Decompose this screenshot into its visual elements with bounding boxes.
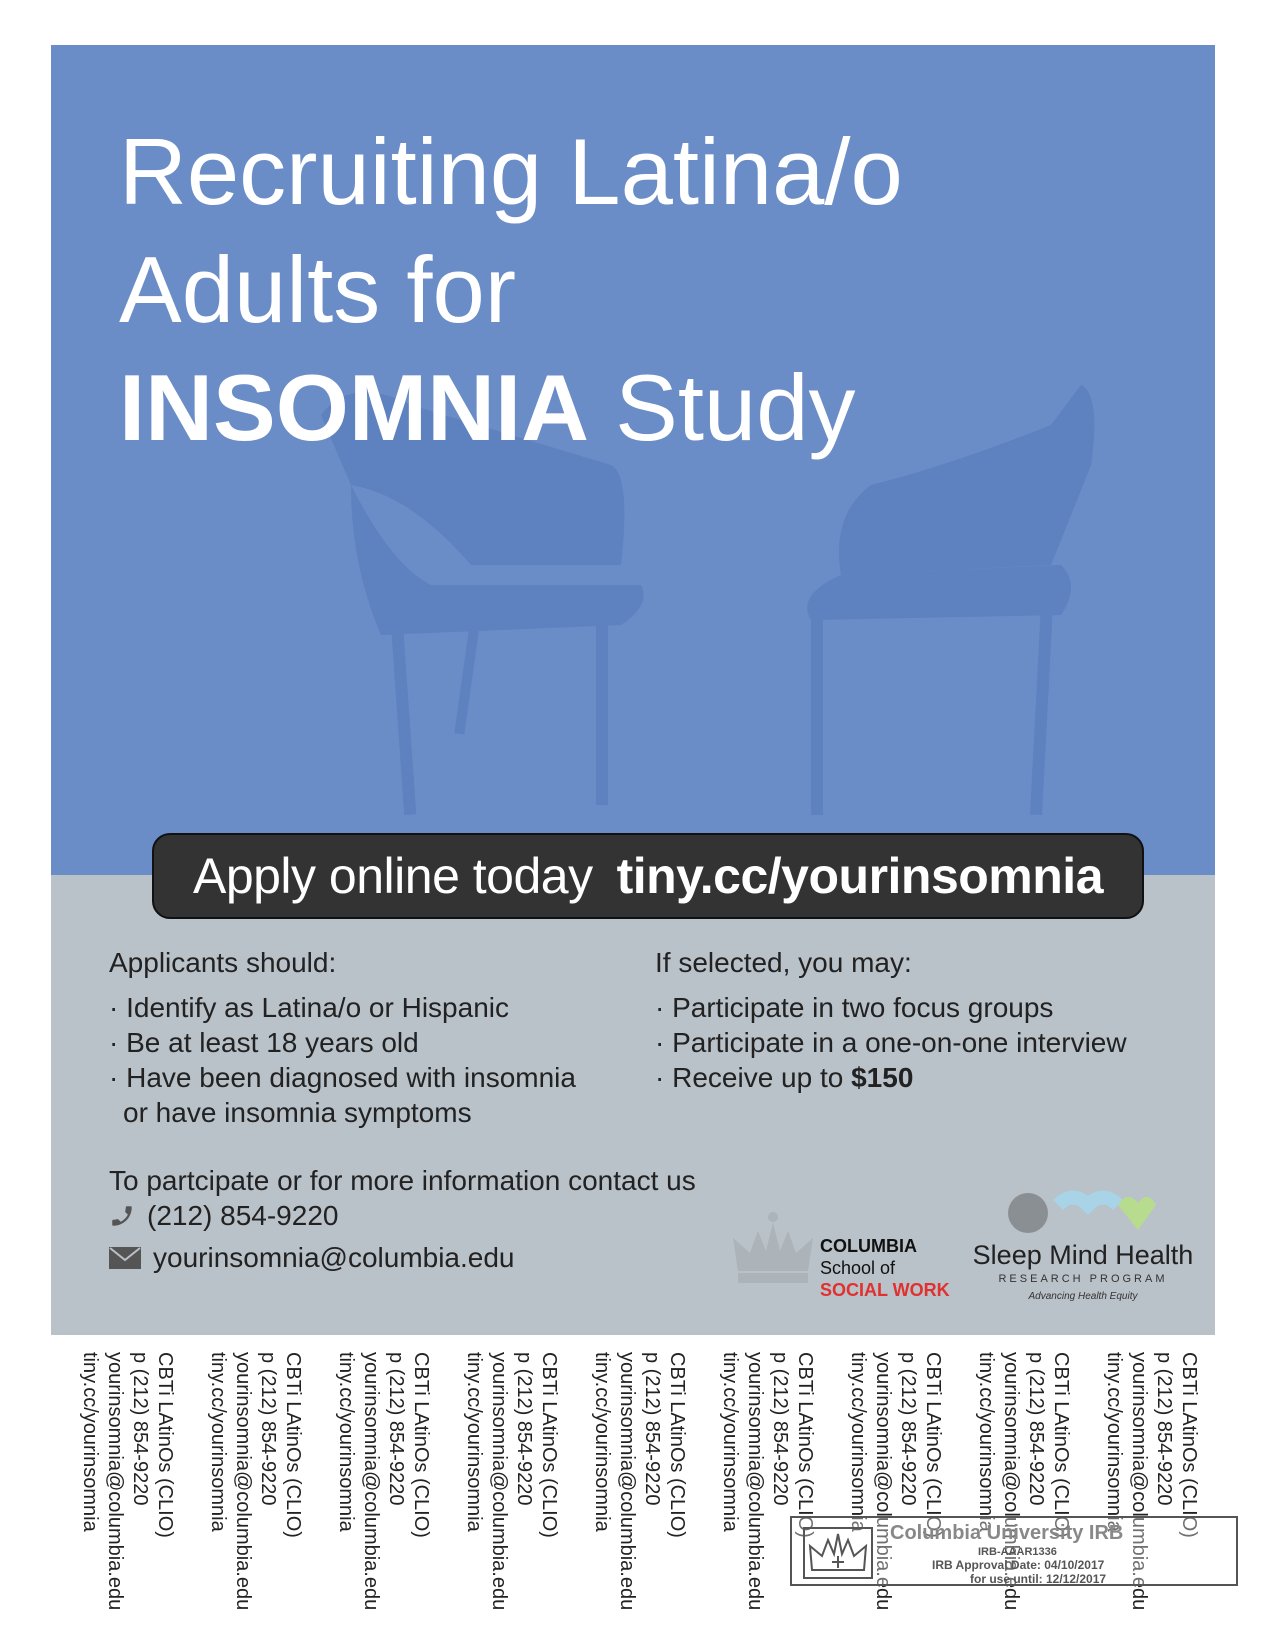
smh-name: Sleep Mind Health <box>972 1240 1194 1270</box>
tab-line-1: CBTi LAtinOs (CLIO) <box>794 1352 816 1538</box>
list-item: · Participate in a one-on-one interview <box>655 1025 1135 1060</box>
applicants-section <box>109 945 589 1130</box>
list-item: · Have been diagnosed with insomnia or have insomnia symptoms <box>109 1060 589 1130</box>
columbia-crown-stamp-icon <box>802 1526 874 1580</box>
tab-line-3: yourinsomnia@columbia.edu <box>104 1352 126 1611</box>
tear-off-tabs <box>51 1352 1215 1632</box>
tear-tab[interactable] <box>307 1352 433 1632</box>
tab-line-4: tiny.cc/yourinsomnia <box>79 1352 101 1532</box>
apply-label: Apply online today <box>192 848 593 904</box>
head-heart-icon <box>998 1185 1158 1240</box>
columbia-line2: School of <box>820 1258 896 1278</box>
columbia-line3: SOCIAL WORK <box>820 1280 950 1300</box>
tab-line-2: p (212) 854-9220 <box>513 1352 535 1506</box>
apply-banner <box>152 833 1144 919</box>
hero-banner <box>51 45 1215 875</box>
irb-protocol: IRB-AAAR1336 <box>978 1546 1057 1558</box>
irb-approval-date: IRB Approval Date: 04/10/2017 <box>932 1558 1105 1572</box>
tab-line-3: yourinsomnia@columbia.edu <box>360 1352 382 1611</box>
applicants-heading: Applicants should: <box>109 947 337 978</box>
tab-line-2: p (212) 854-9220 <box>641 1352 663 1506</box>
columbia-crown-logo <box>728 1203 818 1298</box>
contact-phone[interactable] <box>109 1200 338 1232</box>
tab-line-2: p (212) 854-9220 <box>1153 1352 1175 1506</box>
tab-line-2: p (212) 854-9220 <box>1025 1352 1047 1506</box>
tab-line-4: tiny.cc/yourinsomnia <box>335 1352 357 1532</box>
columbia-logo-text <box>820 1235 950 1301</box>
list-item: · Participate in two focus groups <box>655 990 1135 1025</box>
smh-tagline: Advancing Health Equity <box>1028 1291 1138 1302</box>
tear-tab[interactable] <box>435 1352 561 1632</box>
tab-line-4: tiny.cc/yourinsomnia <box>847 1352 869 1532</box>
tear-tab[interactable] <box>563 1352 689 1632</box>
tab-line-1: CBTi LAtinOs (CLIO) <box>410 1352 432 1538</box>
email-address: yourinsomnia@columbia.edu <box>153 1242 515 1273</box>
tab-line-3: yourinsomnia@columbia.edu <box>488 1352 510 1611</box>
irb-approval-stamp <box>790 1516 1238 1586</box>
tab-line-2: p (212) 854-9220 <box>385 1352 407 1506</box>
list-item <box>655 1060 1135 1095</box>
tear-tab[interactable] <box>947 1352 1073 1632</box>
tab-line-4: tiny.cc/yourinsomnia <box>591 1352 613 1532</box>
tab-line-3: yourinsomnia@columbia.edu <box>1128 1352 1150 1611</box>
tab-line-2: p (212) 854-9220 <box>129 1352 151 1506</box>
tab-line-4: tiny.cc/yourinsomnia <box>1103 1352 1125 1532</box>
title-line-3 <box>119 349 903 467</box>
columbia-line1: COLUMBIA <box>820 1236 917 1256</box>
tab-line-1: CBTi LAtinOs (CLIO) <box>538 1352 560 1538</box>
selected-heading: If selected, you may: <box>655 947 912 978</box>
tab-line-1: CBTi LAtinOs (CLIO) <box>1050 1352 1072 1538</box>
title-line-2: Adults for <box>119 237 517 342</box>
receive-prefix: Receive up to <box>672 1062 852 1093</box>
tab-line-3: yourinsomnia@columbia.edu <box>1000 1352 1022 1611</box>
tear-tab[interactable] <box>691 1352 817 1632</box>
tab-line-1: CBTi LAtinOs (CLIO) <box>282 1352 304 1538</box>
tab-line-4: tiny.cc/yourinsomnia <box>719 1352 741 1532</box>
envelope-icon <box>109 1247 141 1269</box>
tab-line-1: CBTi LAtinOs (CLIO) <box>666 1352 688 1538</box>
tab-line-2: p (212) 854-9220 <box>769 1352 791 1506</box>
tab-line-1: CBTi LAtinOs (CLIO) <box>154 1352 176 1538</box>
tab-line-3: yourinsomnia@columbia.edu <box>616 1352 638 1611</box>
title-line-1: Recruiting Latina/o <box>119 119 903 224</box>
contact-heading: To partcipate or for more information contact us <box>109 1165 696 1196</box>
phone-icon <box>109 1203 135 1229</box>
tab-line-1: CBTi LAtinOs (CLIO) <box>922 1352 944 1538</box>
smh-sub: RESEARCH PROGRAM <box>998 1273 1168 1285</box>
tear-tab[interactable] <box>51 1352 177 1632</box>
tab-line-4: tiny.cc/yourinsomnia <box>975 1352 997 1532</box>
list-item: · Be at least 18 years old <box>109 1025 589 1060</box>
contact-email[interactable] <box>109 1242 515 1274</box>
apply-url-link[interactable]: tiny.cc/yourinsomnia <box>616 848 1104 904</box>
tab-line-2: p (212) 854-9220 <box>257 1352 279 1506</box>
tear-tab[interactable] <box>1075 1352 1201 1632</box>
tab-line-2: p (212) 854-9220 <box>897 1352 919 1506</box>
tab-line-4: tiny.cc/yourinsomnia <box>463 1352 485 1532</box>
title-insomnia: INSOMNIA <box>119 355 589 460</box>
tab-line-1: CBTi LAtinOs (CLIO) <box>1178 1352 1200 1538</box>
sleep-mind-health-logo <box>958 1190 1208 1302</box>
title-study: Study <box>589 355 856 460</box>
tab-line-3: yourinsomnia@columbia.edu <box>744 1352 766 1611</box>
hero-title <box>119 113 903 467</box>
tear-tab[interactable] <box>179 1352 305 1632</box>
phone-number: (212) 854-9220 <box>147 1200 339 1231</box>
receive-amount: $150 <box>851 1062 914 1093</box>
irb-title: Columbia University IRB <box>890 1522 1124 1544</box>
selected-section <box>655 945 1135 1095</box>
tab-line-4: tiny.cc/yourinsomnia <box>207 1352 229 1532</box>
list-item: · Identify as Latina/o or Hispanic <box>109 990 589 1025</box>
tear-tab[interactable] <box>819 1352 945 1632</box>
irb-valid-until: for use until: 12/12/2017 <box>970 1572 1107 1586</box>
tab-line-3: yourinsomnia@columbia.edu <box>872 1352 894 1611</box>
tab-line-3: yourinsomnia@columbia.edu <box>232 1352 254 1611</box>
